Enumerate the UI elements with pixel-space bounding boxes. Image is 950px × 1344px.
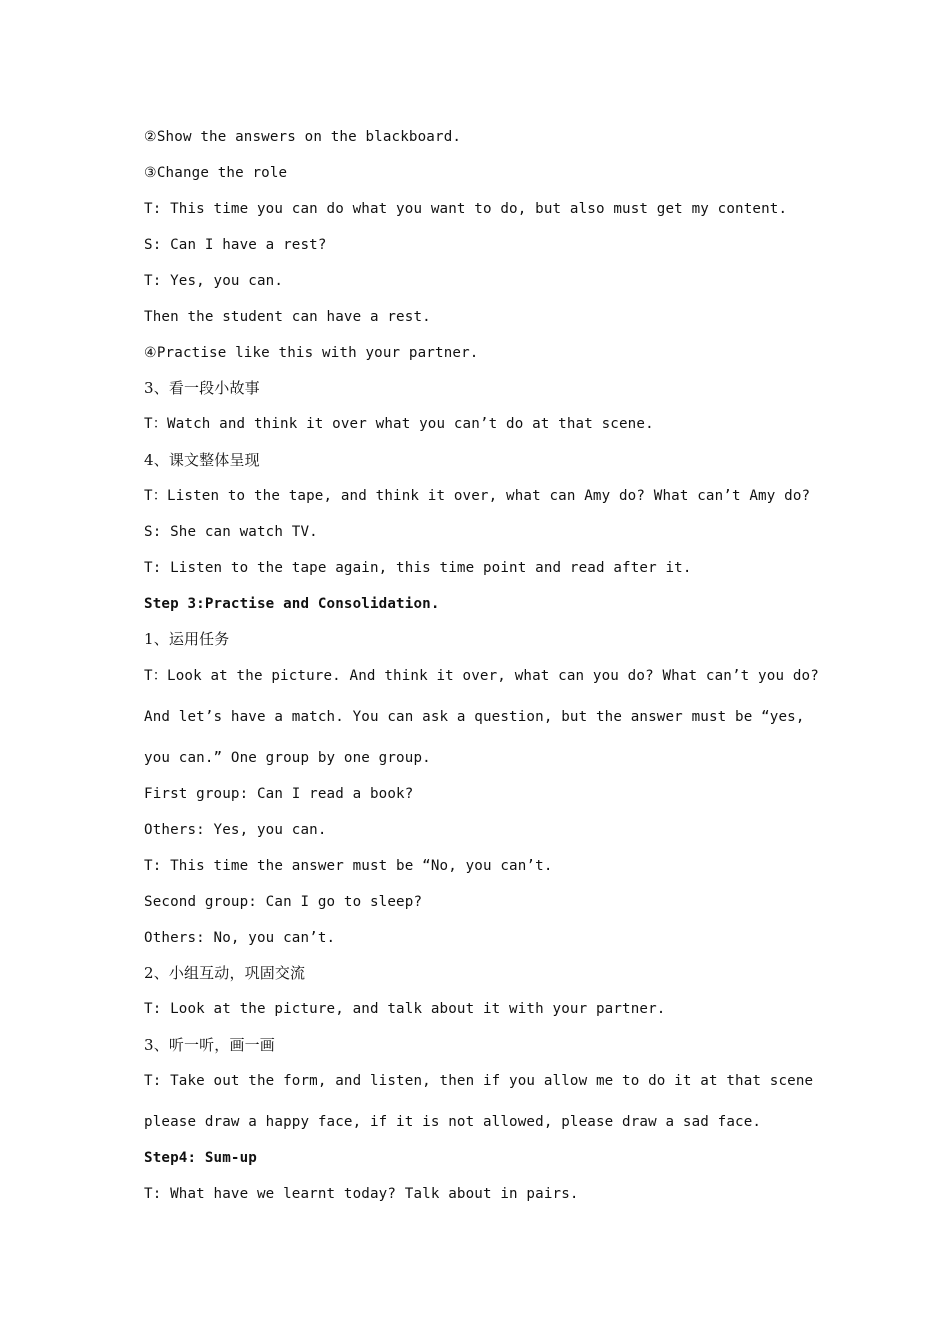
text-line-teacher-learnt: T: What have we learnt today? Talk about in pairs.	[144, 1186, 579, 1202]
text-line-student-can-i-rest: S: Can I have a rest?	[144, 237, 327, 253]
text-line-teacher-listen: T：Listen to the tape, and think it over, what can Amy do? What can’t Amy do?	[144, 488, 811, 504]
text-line-second-group: Second group: Can I go to sleep?	[144, 894, 423, 910]
text-line-teacher-talk-partner: T: Look at the picture, and talk about it with your partner.	[144, 1001, 666, 1017]
text-line-listen-draw-heading: 3、听一听，画一画	[144, 1036, 275, 1054]
text-line-teacher-look-picture: T：Look at the picture. And think it over, what can you do? What can’t you do?	[144, 668, 819, 684]
text-line-others-no: Others: No, you can’t.	[144, 930, 336, 946]
text-line-show-answers: ②Show the answers on the blackboard.	[144, 129, 462, 145]
text-line-others-yes: Others: Yes, you can.	[144, 822, 327, 838]
text-line-teacher-this-time: T: This time you can do what you want to do, but also must get my content.	[144, 201, 788, 217]
text-line-teacher-listen-again: T: Listen to the tape again, this time point and read after it.	[144, 560, 692, 576]
text-line-teacher-take-form: T: Take out the form, and listen, then if you allow me to do it at that scene	[144, 1073, 814, 1089]
text-line-practise-partner: ④Practise like this with your partner.	[144, 345, 479, 361]
section-heading-step-4: Step4: Sum-up	[144, 1150, 257, 1166]
text-line-teacher-watch: T：Watch and think it over what you can’t do at that scene.	[144, 416, 654, 432]
text-line-change-role: ③Change the role	[144, 165, 288, 181]
section-heading-step-3: Step 3:Practise and Consolidation.	[144, 596, 440, 612]
text-line-match: And let’s have a match. You can ask a question, but the answer must be “yes,	[144, 709, 805, 725]
text-line-draw-face: please draw a happy face, if it is not allowed, please draw a sad face.	[144, 1114, 762, 1130]
text-line-answer-no: T: This time the answer must be “No, you can’t.	[144, 858, 553, 874]
text-line-task-heading: 1、运用任务	[144, 630, 230, 648]
text-line-text-presentation-heading: 4、课文整体呈现	[144, 451, 260, 469]
text-line-group-interaction-heading: 2、小组互动，巩固交流	[144, 964, 306, 982]
text-line-first-group: First group: Can I read a book?	[144, 786, 414, 802]
text-line-teacher-yes: T: Yes, you can.	[144, 273, 284, 289]
text-line-student-rest: Then the student can have a rest.	[144, 309, 431, 325]
text-line-one-group: you can.” One group by one group.	[144, 750, 431, 766]
text-line-story-heading: 3、看一段小故事	[144, 379, 260, 397]
text-line-student-watch-tv: S: She can watch TV.	[144, 524, 318, 540]
